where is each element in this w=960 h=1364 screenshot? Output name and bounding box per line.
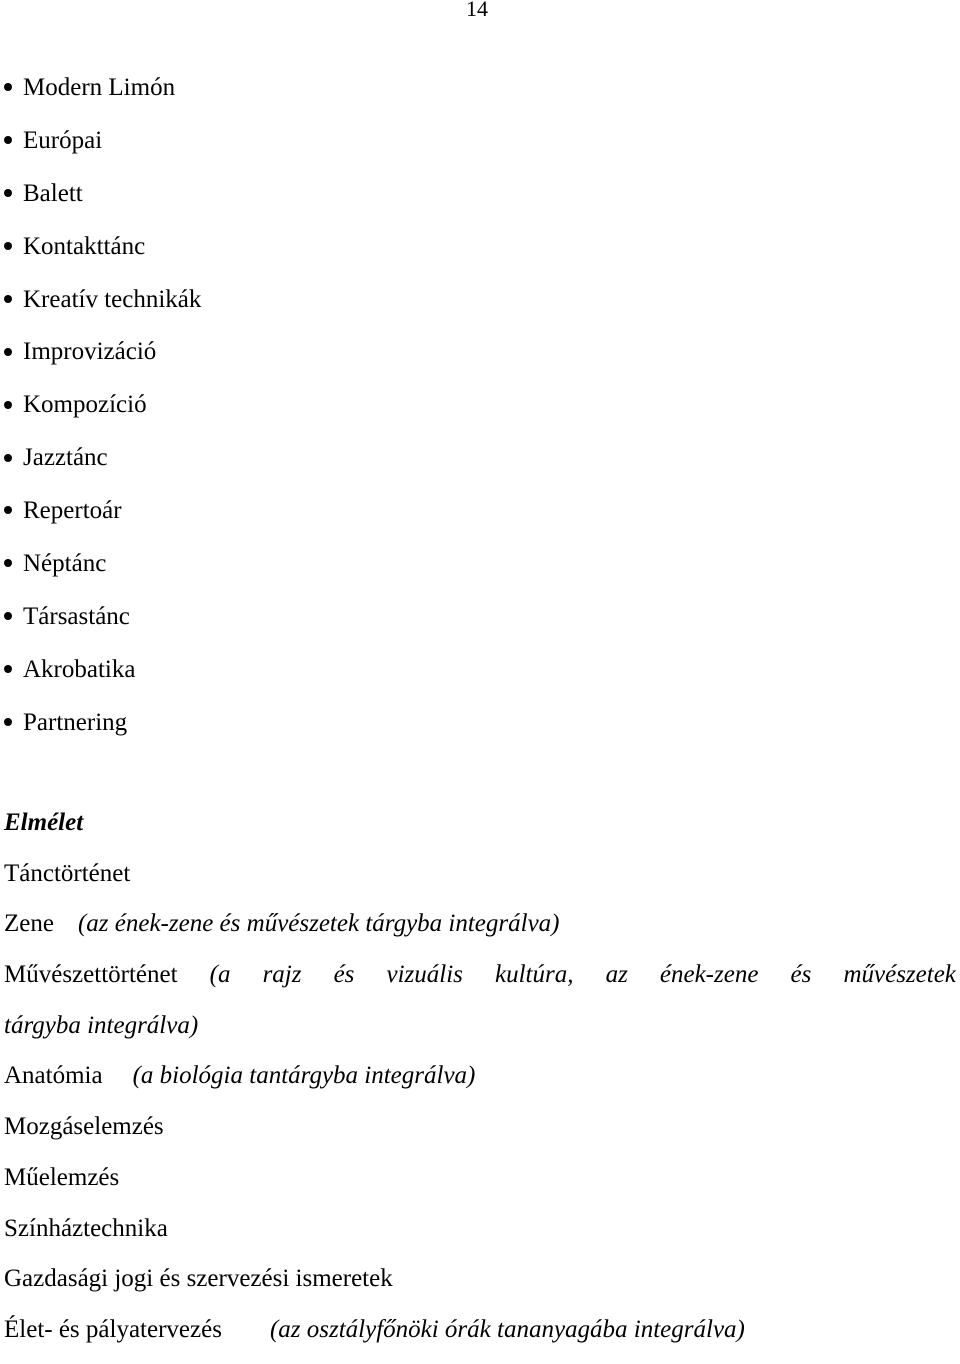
art-history-continuation: tárgyba integrálva) <box>4 1011 199 1039</box>
stage-tech-line: Színháztechnika <box>4 1214 168 1242</box>
list-item-label: Kontakttánc <box>23 232 146 260</box>
list-item <box>0 389 201 442</box>
list-item-label: Európai <box>23 126 103 154</box>
list-item-label: Improvizáció <box>23 338 157 366</box>
art-history-note-word: kultúra, <box>495 961 574 989</box>
list-item <box>0 548 201 601</box>
work-analysis-line: Műelemzés <box>4 1163 120 1191</box>
section-heading: Elmélet <box>4 809 84 836</box>
anatomy-line <box>4 1059 956 1110</box>
list-item <box>0 654 201 707</box>
list-item-label: Társastánc <box>23 602 130 630</box>
list-item-label: Akrobatika <box>23 655 136 683</box>
list-item <box>0 72 201 125</box>
music-label: Zene <box>4 910 54 938</box>
art-history-note-word: ének-zene <box>659 961 759 989</box>
career-label: Élet- és pályatervezés <box>4 1315 222 1343</box>
list-item-label: Kreatív technikák <box>23 285 202 313</box>
career-line <box>4 1313 956 1364</box>
list-item <box>0 284 201 337</box>
list-item-label: Partnering <box>23 708 128 736</box>
bullet-icon <box>4 612 12 620</box>
art-history-line <box>4 958 956 1009</box>
bullet-icon <box>4 401 12 409</box>
art-history-note-word: művészetek <box>843 961 956 989</box>
art-history-note-word: (a <box>209 961 231 989</box>
bullet-icon <box>4 559 12 567</box>
bullet-icon <box>4 665 12 673</box>
economics-line: Gazdasági jogi és szervezési ismeretek <box>4 1265 393 1293</box>
art-history-label: Művészettörténet <box>4 961 178 989</box>
page-number: 14 <box>466 0 488 21</box>
list-item <box>0 442 201 495</box>
bullet-icon <box>4 454 12 462</box>
list-item <box>0 231 201 284</box>
theory-section <box>4 806 956 1364</box>
anatomy-note: (a biológia tantárgyba integrálva) <box>132 1062 476 1090</box>
art-history-note-word: vizuális <box>386 961 463 989</box>
list-item <box>0 125 201 178</box>
list-item-label: Repertoár <box>23 497 122 525</box>
list-item-label: Jazztánc <box>23 444 108 472</box>
list-item <box>0 336 201 389</box>
art-history-note-word: és <box>333 961 355 989</box>
technique-list <box>0 72 201 760</box>
list-item-label: Néptánc <box>23 550 107 578</box>
art-history-note-word: az <box>605 961 628 989</box>
bullet-icon <box>4 718 12 726</box>
music-note: (az ének-zene és művészetek tárgyba integrálva) <box>77 910 560 938</box>
list-item <box>0 707 201 760</box>
bullet-icon <box>4 136 12 144</box>
music-line <box>4 907 956 958</box>
dance-history-line: Tánctörténet <box>4 859 131 887</box>
list-item-label: Kompozíció <box>23 391 147 419</box>
list-item <box>0 178 201 231</box>
bullet-icon <box>4 348 12 356</box>
list-item-label: Modern Limón <box>23 74 176 101</box>
anatomy-label: Anatómia <box>4 1062 103 1090</box>
list-item <box>0 495 201 548</box>
list-item-label: Balett <box>23 179 83 207</box>
art-history-note-word: és <box>790 961 812 989</box>
list-item <box>0 601 201 654</box>
bullet-icon <box>4 189 12 197</box>
art-history-note-word: rajz <box>262 961 302 989</box>
bullet-icon <box>4 295 12 303</box>
bullet-icon <box>4 242 12 250</box>
career-note: (az osztályfőnöki órák tananyagába integrálva) <box>269 1315 745 1343</box>
motion-analysis-line: Mozgáselemzés <box>4 1113 164 1141</box>
bullet-icon <box>4 83 12 91</box>
bullet-icon <box>4 506 12 514</box>
